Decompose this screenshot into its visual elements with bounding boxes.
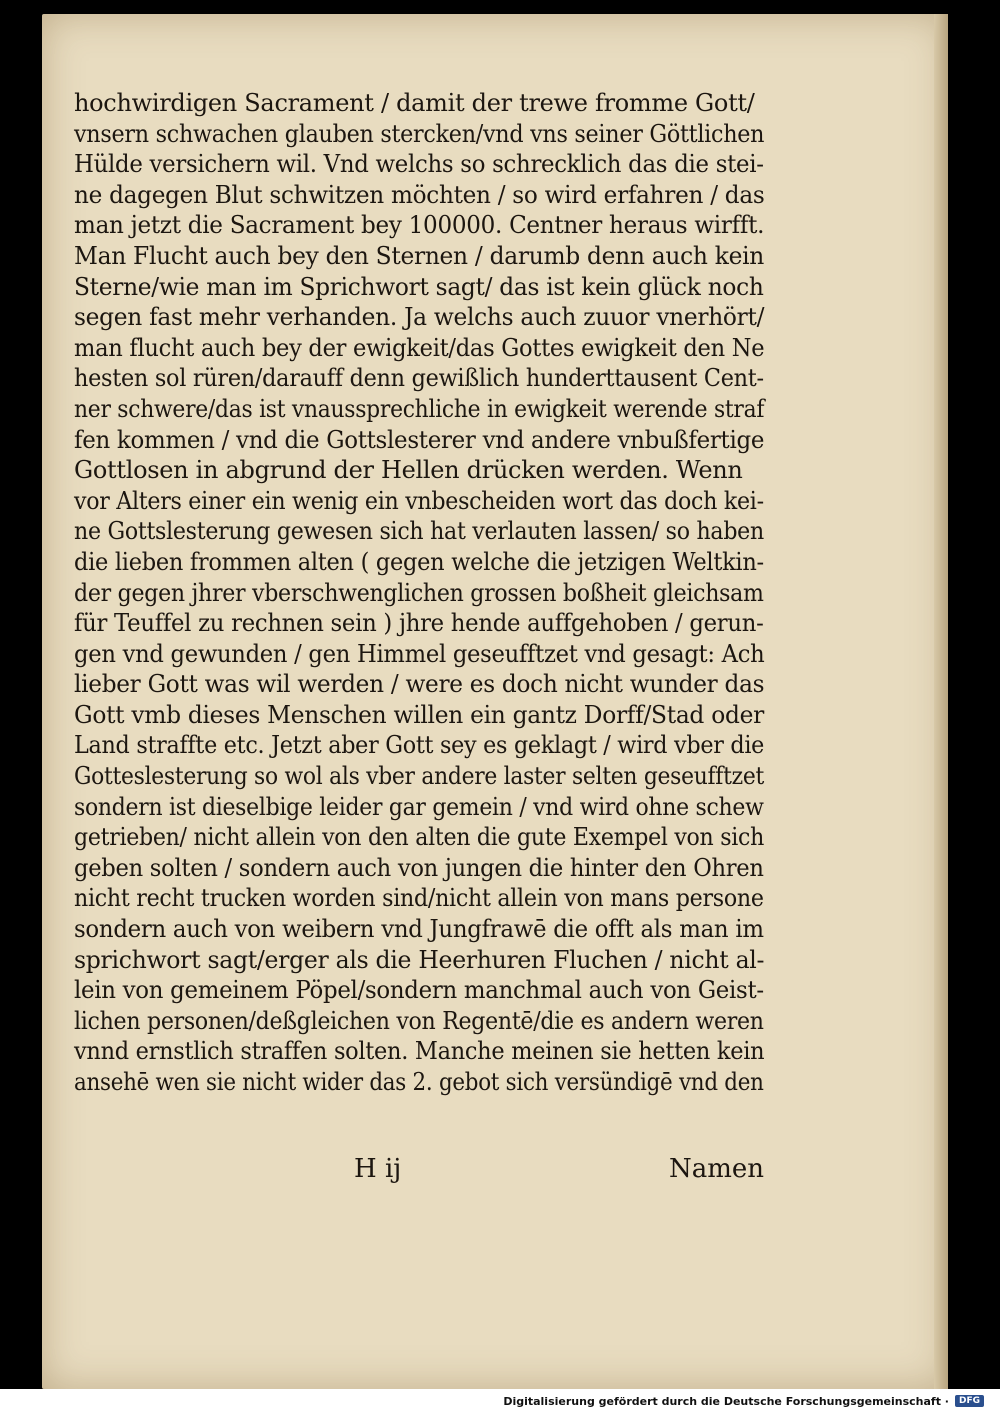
text-line: ne dagegen Blut schwitzen möchten / so wird erfahren / das [74,180,765,209]
text-line: vnnd ernstlich straffen solten. Manche meinen sie hetten kein [74,1037,765,1066]
text-line: Land straffte etc. Jetzt aber Gott sey es geklagt / wird vber die [74,731,765,760]
text-line: Gottlosen in abgrund der Hellen drücken werden. Wenn [74,456,743,485]
credit-text: Digitalisierung gefördert durch die Deutsche Forschungsgemeinschaft · [503,1394,949,1408]
text-line: sprichwort sagt/erger als die Heerhuren Fluchen / nicht al- [74,945,765,974]
text-line: vnsern schwachen glauben stercken/vnd vns seiner Göttlichen [74,119,765,148]
text-line: lichen personen/deßgleichen von Regentē/die es andern weren [74,1006,764,1035]
text-line: getrieben/ nicht allein von den alten die gute Exempel von sich [74,823,765,852]
catchword: Namen [668,1154,764,1184]
text-line: segen fast mehr verhanden. Ja welchs auch zuuor vnerhört/ [74,303,765,332]
text-line: Gott vmb dieses Menschen willen ein gantz Dorff/Stad oder [74,700,764,729]
book-page [42,14,948,1389]
body-text [74,88,764,1098]
text-line: geben solten / sondern auch von jungen die hinter den Ohren [74,853,764,882]
text-line: Gotteslesterung so wol als vber andere laster selten geseufftzet [74,762,764,791]
text-line: Sterne/wie man im Sprichwort sagt/ das ist kein glück noch [74,272,764,301]
text-line: man flucht auch bey der ewigkeit/das Gottes ewigkeit den Ne [74,333,765,362]
text-line: sondern auch von weibern vnd Jungfrawē die offt als man im [74,915,764,944]
text-line: hesten sol rüren/darauff denn gewißlich hunderttausent Cent- [74,364,764,393]
text-line: ne Gottslesterung gewesen sich hat verlauten lassen/ so haben [74,517,764,546]
text-line: der gegen jhrer vberschwenglichen grossen boßheit gleichsam [74,578,764,607]
text-line: lieber Gott was wil werden / were es doch nicht wunder das [74,670,765,699]
text-line: nicht recht trucken worden sind/nicht allein von mans persone [74,884,764,913]
text-line: man jetzt die Sacrament bey 100000. Centner heraus wirfft. [74,211,765,240]
signature-mark: H ij [354,1154,402,1184]
text-line: ner schwere/das ist vnaussprechliche in ewigkeit werende straf [74,394,765,423]
text-line: gen vnd gewunden / gen Himmel geseufftzet vnd gesagt: Ach [74,639,765,668]
text-line: hochwirdigen Sacrament / damit der trewe fromme Gott/ [74,89,755,117]
text-line: für Teuffel zu rechnen sein ) jhre hende auffgehoben / gerun- [74,609,764,638]
dfg-logo: DFG [955,1395,984,1407]
text-line: sondern ist dieselbige leider gar gemein / vnd wird ohne schew [74,792,764,821]
text-line: Man Flucht auch bey den Sternen / darumb denn auch kein [74,241,764,270]
text-line: fen kommen / vnd die Gottslesterer vnd andere vnbußfertige [74,425,765,454]
page-footer [74,1154,764,1190]
text-line: lein von gemeinem Pöpel/sondern manchmal auch von Geist- [74,976,764,1005]
text-line: ansehē wen sie nicht wider das 2. gebot sich versündigē vnd den [74,1068,764,1096]
text-line: die lieben frommen alten ( gegen welche die jetzigen Weltkin- [74,547,764,576]
text-line: vor Alters einer ein wenig ein vnbescheiden wort das doch kei- [74,486,764,515]
text-line: Hülde versichern wil. Vnd welchs so schrecklich das die stei- [74,150,764,179]
credit-bar [0,1389,1000,1413]
page-edge [934,14,948,1389]
